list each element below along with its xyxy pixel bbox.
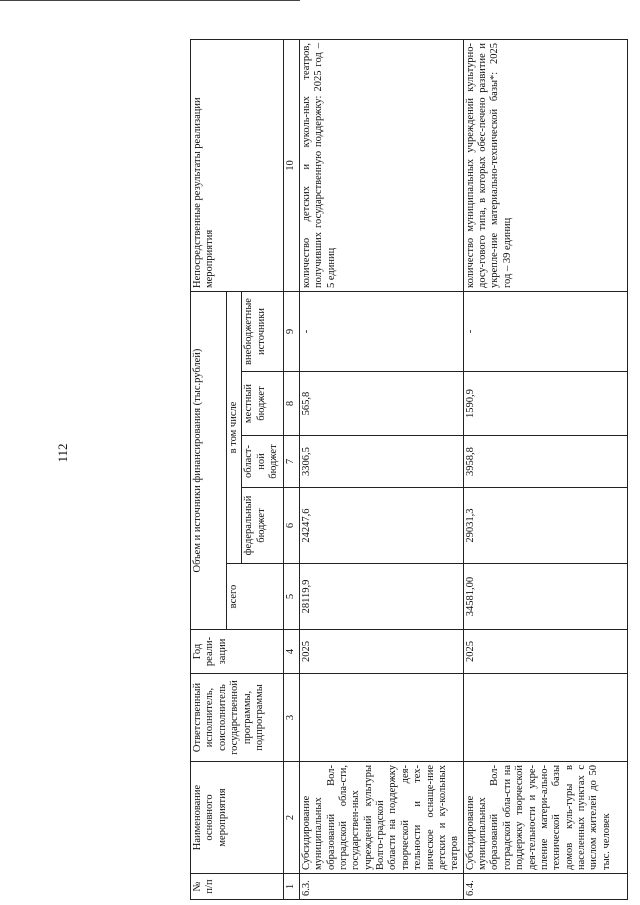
col-number: 5 xyxy=(284,564,299,630)
header-name: Наименование основного мероприятия xyxy=(191,762,284,874)
header-total: всего xyxy=(227,564,284,630)
row-federal: 29031,3 xyxy=(463,488,627,564)
col-number: 2 xyxy=(284,762,299,874)
header-results: Непосредственные результаты реализации мероприятия xyxy=(191,40,284,292)
row-extra: - xyxy=(463,292,627,372)
table-row xyxy=(299,40,463,900)
row-total: 34581,00 xyxy=(463,564,627,630)
row-total: 28119,9 xyxy=(299,564,463,630)
row-regional: 3958,8 xyxy=(463,436,627,488)
header-no: № п/п xyxy=(191,874,284,900)
row-results: количество детских и куколь-ных театров, получивших государственную поддержку: 2025 год – 5 единиц xyxy=(299,40,463,292)
col-number: 1 xyxy=(284,874,299,900)
row-local: 1590,9 xyxy=(463,372,627,436)
row-year: 2025 xyxy=(299,630,463,674)
row-name: Субсидирование муниципальных образований Вол-гоградской обла-сти, государствен-ных учреждений культуры Волго-градской области на поддержку творческой дея-тельности и тех-ническое оснаще-ние детских и ку-кольных театров xyxy=(299,762,463,874)
row-executor xyxy=(299,674,463,762)
row-extra: - xyxy=(299,292,463,372)
row-no: 6.4. xyxy=(463,874,627,900)
top-edge-line xyxy=(0,0,300,1)
col-number: 4 xyxy=(284,630,299,674)
header-incl: в том числе xyxy=(227,292,242,564)
funding-table xyxy=(190,39,628,900)
header-executor: Ответственный исполнитель, соисполнитель государственной программы, подпрограммы xyxy=(191,674,284,762)
col-number: 9 xyxy=(284,292,299,372)
header-federal: федеральный бюджет xyxy=(242,488,284,564)
table-row xyxy=(463,40,627,900)
header-year: Год реали-зации xyxy=(191,630,284,674)
row-regional: 3306,5 xyxy=(299,436,463,488)
header-funding: Объем и источники финансирования (тыс.рублей) xyxy=(191,292,227,630)
header-local: местный бюджет xyxy=(242,372,284,436)
row-year: 2025 xyxy=(463,630,627,674)
row-local: 565,8 xyxy=(299,372,463,436)
row-results: количество муниципальных учреждений культурно-досу-гового типа, в которых обес-печено развитие и укрепле-ние материально-технической базы*: 2025 год – 39 единиц xyxy=(463,40,627,292)
col-number: 8 xyxy=(284,372,299,436)
column-numbers-row xyxy=(284,40,299,900)
col-number: 6 xyxy=(284,488,299,564)
row-no: 6.3. xyxy=(299,874,463,900)
row-federal: 24247,6 xyxy=(299,488,463,564)
header-extra: внебюджетные источники xyxy=(242,292,284,372)
row-executor xyxy=(463,674,627,762)
rotated-table-container xyxy=(190,40,610,900)
row-name: Субсидирование муниципальных образований Вол-гоградской обла-сти на поддержку творческой дея-тельности и укре-пление матери-ально-технической базы домов куль-туры в населенных пунктах с числом жителей до 50 тыс. человек xyxy=(463,762,627,874)
page-number: 112 xyxy=(55,443,70,463)
header-regional: област-ной бюджет xyxy=(242,436,284,488)
col-number: 10 xyxy=(284,40,299,292)
col-number: 7 xyxy=(284,436,299,488)
col-number: 3 xyxy=(284,674,299,762)
